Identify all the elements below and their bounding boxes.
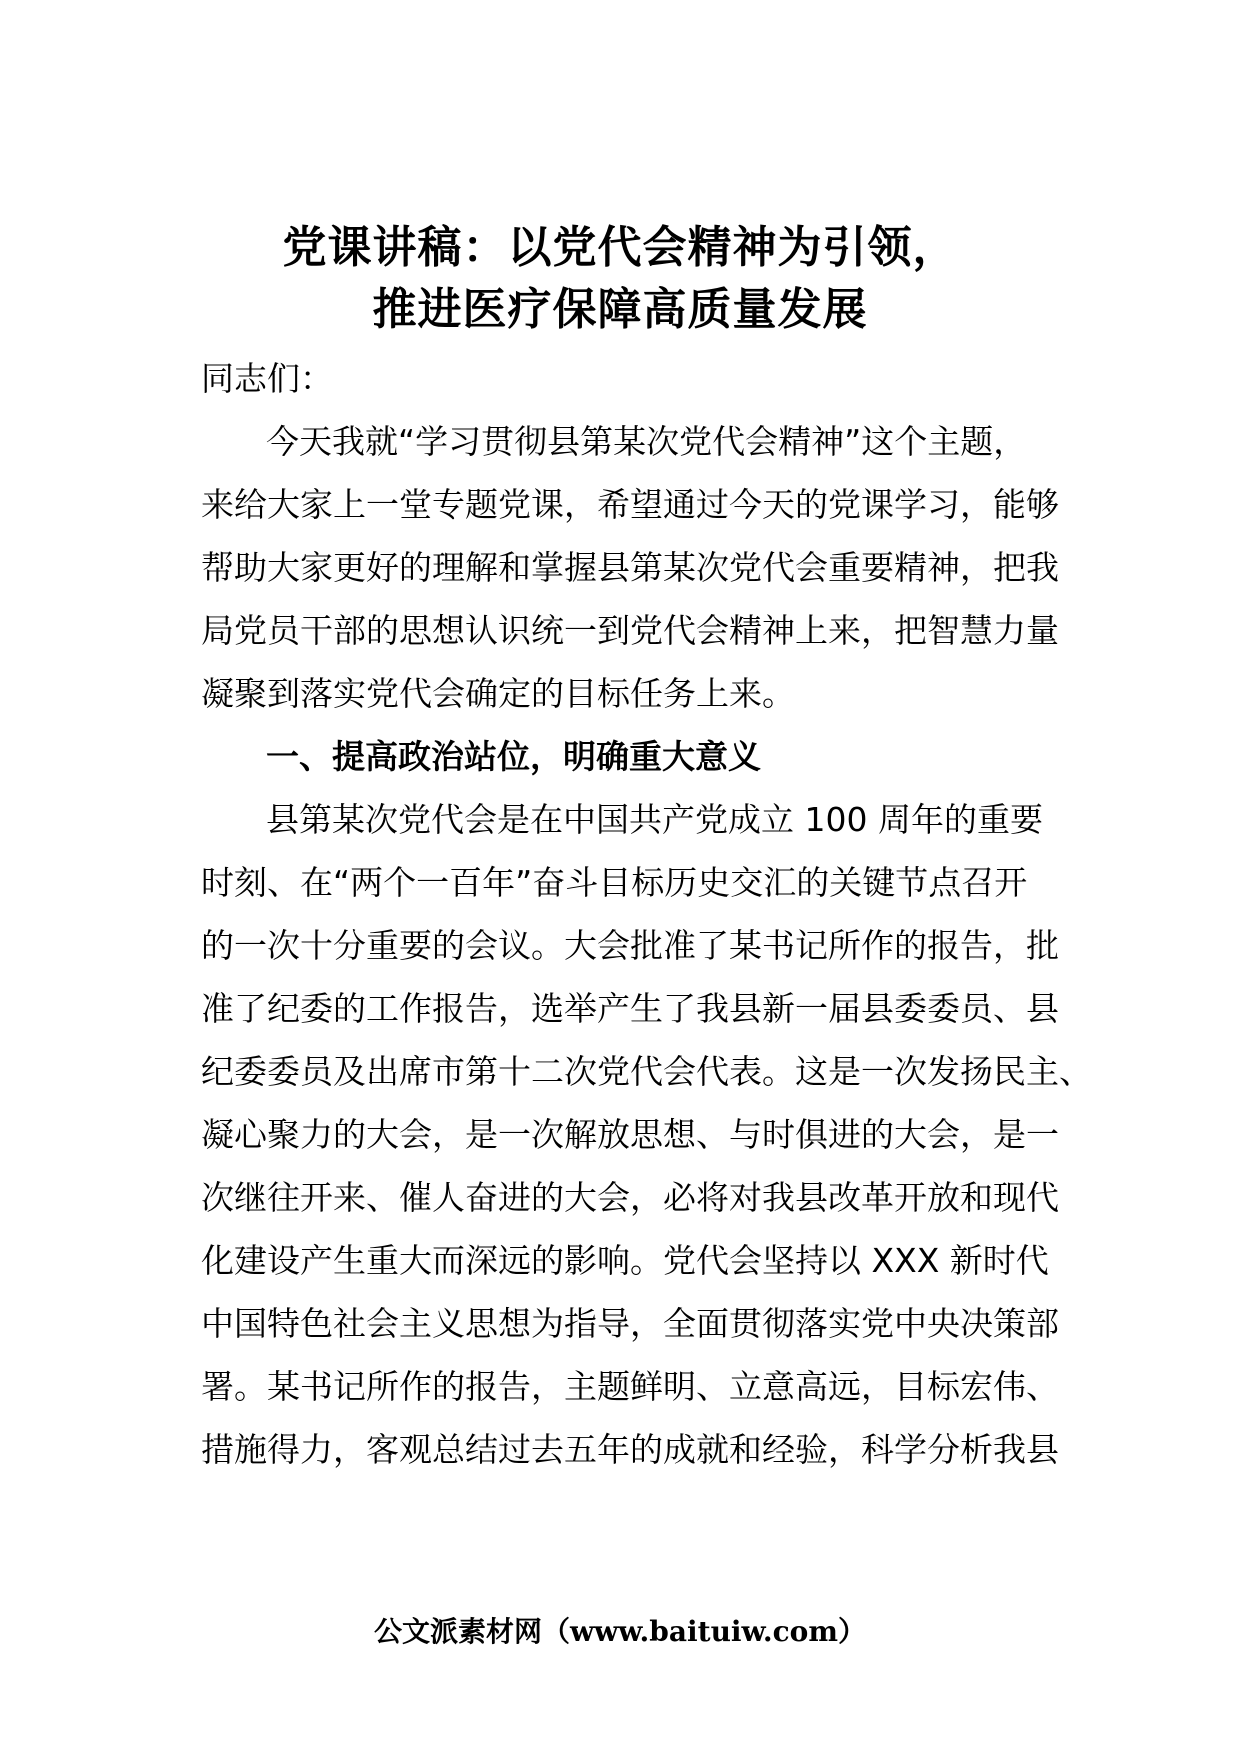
paragraph-2-line: 措施得力，客观总结过去五年的成就和经验，科学分析我县 xyxy=(201,1430,1059,1469)
paragraph-1-line: 局党员干部的思想认识统一到党代会精神上来，把智慧力量 xyxy=(201,611,1059,650)
paragraph-1-line: 帮助大家更好的理解和掌握县第某次党代会重要精神，把我 xyxy=(201,548,1059,587)
paragraph-2-line: 纪委委员及出席市第十二次党代会代表。这是一次发扬民主、 xyxy=(201,1052,1092,1091)
document-title-line-1: 党课讲稿：以党代会精神为引领， xyxy=(282,222,958,273)
paragraph-1-line: 今天我就“学习贯彻县第某次党代会精神”这个主题， xyxy=(266,422,1027,461)
document-title-line-2: 推进医疗保障高质量发展 xyxy=(372,284,868,335)
footer-watermark: 公文派素材网（www.baituiw.com） xyxy=(374,1615,866,1648)
section-1-heading: 一、提高政治站位，明确重大意义 xyxy=(266,737,761,776)
paragraph-2-line: 凝心聚力的大会，是一次解放思想、与时俱进的大会，是一 xyxy=(201,1115,1059,1154)
paragraph-1-line: 来给大家上一堂专题党课，希望通过今天的党课学习，能够 xyxy=(201,485,1059,524)
salutation: 同志们： xyxy=(201,359,333,398)
paragraph-2-line: 中国特色社会主义思想为指导，全面贯彻落实党中央决策部 xyxy=(201,1304,1059,1343)
paragraph-1-line: 凝聚到落实党代会确定的目标任务上来。 xyxy=(201,674,795,713)
paragraph-2-line: 次继往开来、催人奋进的大会，必将对我县改革开放和现代 xyxy=(201,1178,1059,1217)
paragraph-2-line: 的一次十分重要的会议。大会批准了某书记所作的报告，批 xyxy=(201,926,1059,965)
paragraph-2-line: 化建设产生重大而深远的影响。党代会坚持以 XXX 新时代 xyxy=(201,1241,1049,1280)
paragraph-2-line: 署。某书记所作的报告，主题鲜明、立意高远，目标宏伟、 xyxy=(201,1367,1059,1406)
paragraph-2-line: 准了纪委的工作报告，选举产生了我县新一届县委委员、县 xyxy=(201,989,1059,1028)
paragraph-2-line: 时刻、在“两个一百年”奋斗目标历史交汇的关键节点召开 xyxy=(201,863,1028,902)
paragraph-2-line: 县第某次党代会是在中国共产党成立 100 周年的重要 xyxy=(266,800,1043,839)
